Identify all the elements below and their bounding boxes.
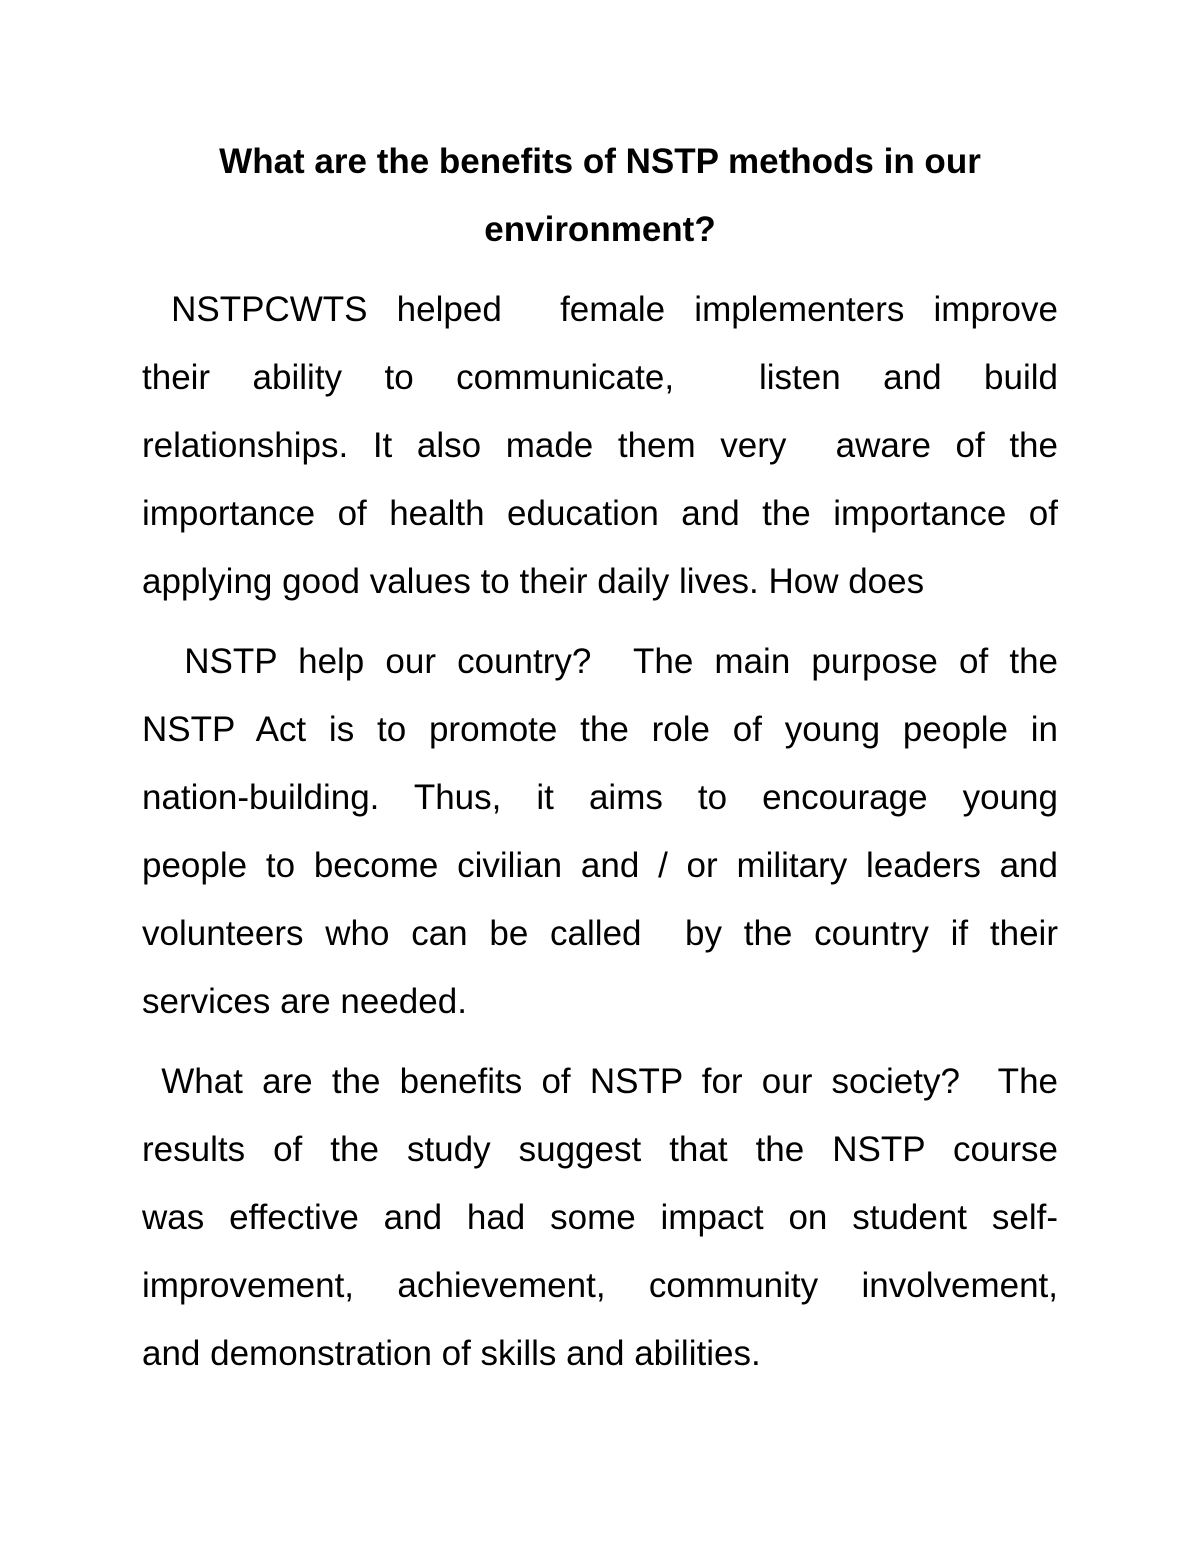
text-line: services are needed. [142,982,467,1021]
text-line: volunteers who can be called by the country if their [142,914,1058,953]
text-line: improvement, achievement, community involvement, [142,1266,1058,1305]
text-line: relationships. It also made them very aware of the [142,426,1058,465]
text-line: NSTPCWTS helped female implementers improve [142,290,1058,329]
text-line: results of the study suggest that the NSTP course [142,1130,1058,1169]
paragraph-nstp-act-purpose [142,628,1058,1036]
paragraph-communication-skills [142,276,1058,616]
document-page [142,128,1058,1388]
text-line: importance of health education and the importance of [142,494,1058,533]
text-line: nation-building. Thus, it aims to encourage young [142,778,1058,817]
paragraph-society-benefits [142,1048,1058,1388]
title-line: What are the benefits of NSTP methods in our [219,142,981,181]
text-line: NSTP Act is to promote the role of young people in [142,710,1058,749]
document-title [142,128,1058,264]
text-line: and demonstration of skills and abilities. [142,1334,761,1373]
title-line: environment? [484,210,716,249]
text-line: their ability to communicate, listen and build [142,358,1058,397]
text-line: people to become civilian and / or military leaders and [142,846,1058,885]
text-line: NSTP help our country? The main purpose of the [142,642,1058,681]
text-line: was effective and had some impact on student self- [142,1198,1058,1237]
text-line: applying good values to their daily lives. How does [142,562,925,601]
text-line: What are the benefits of NSTP for our society? The [142,1062,1058,1101]
